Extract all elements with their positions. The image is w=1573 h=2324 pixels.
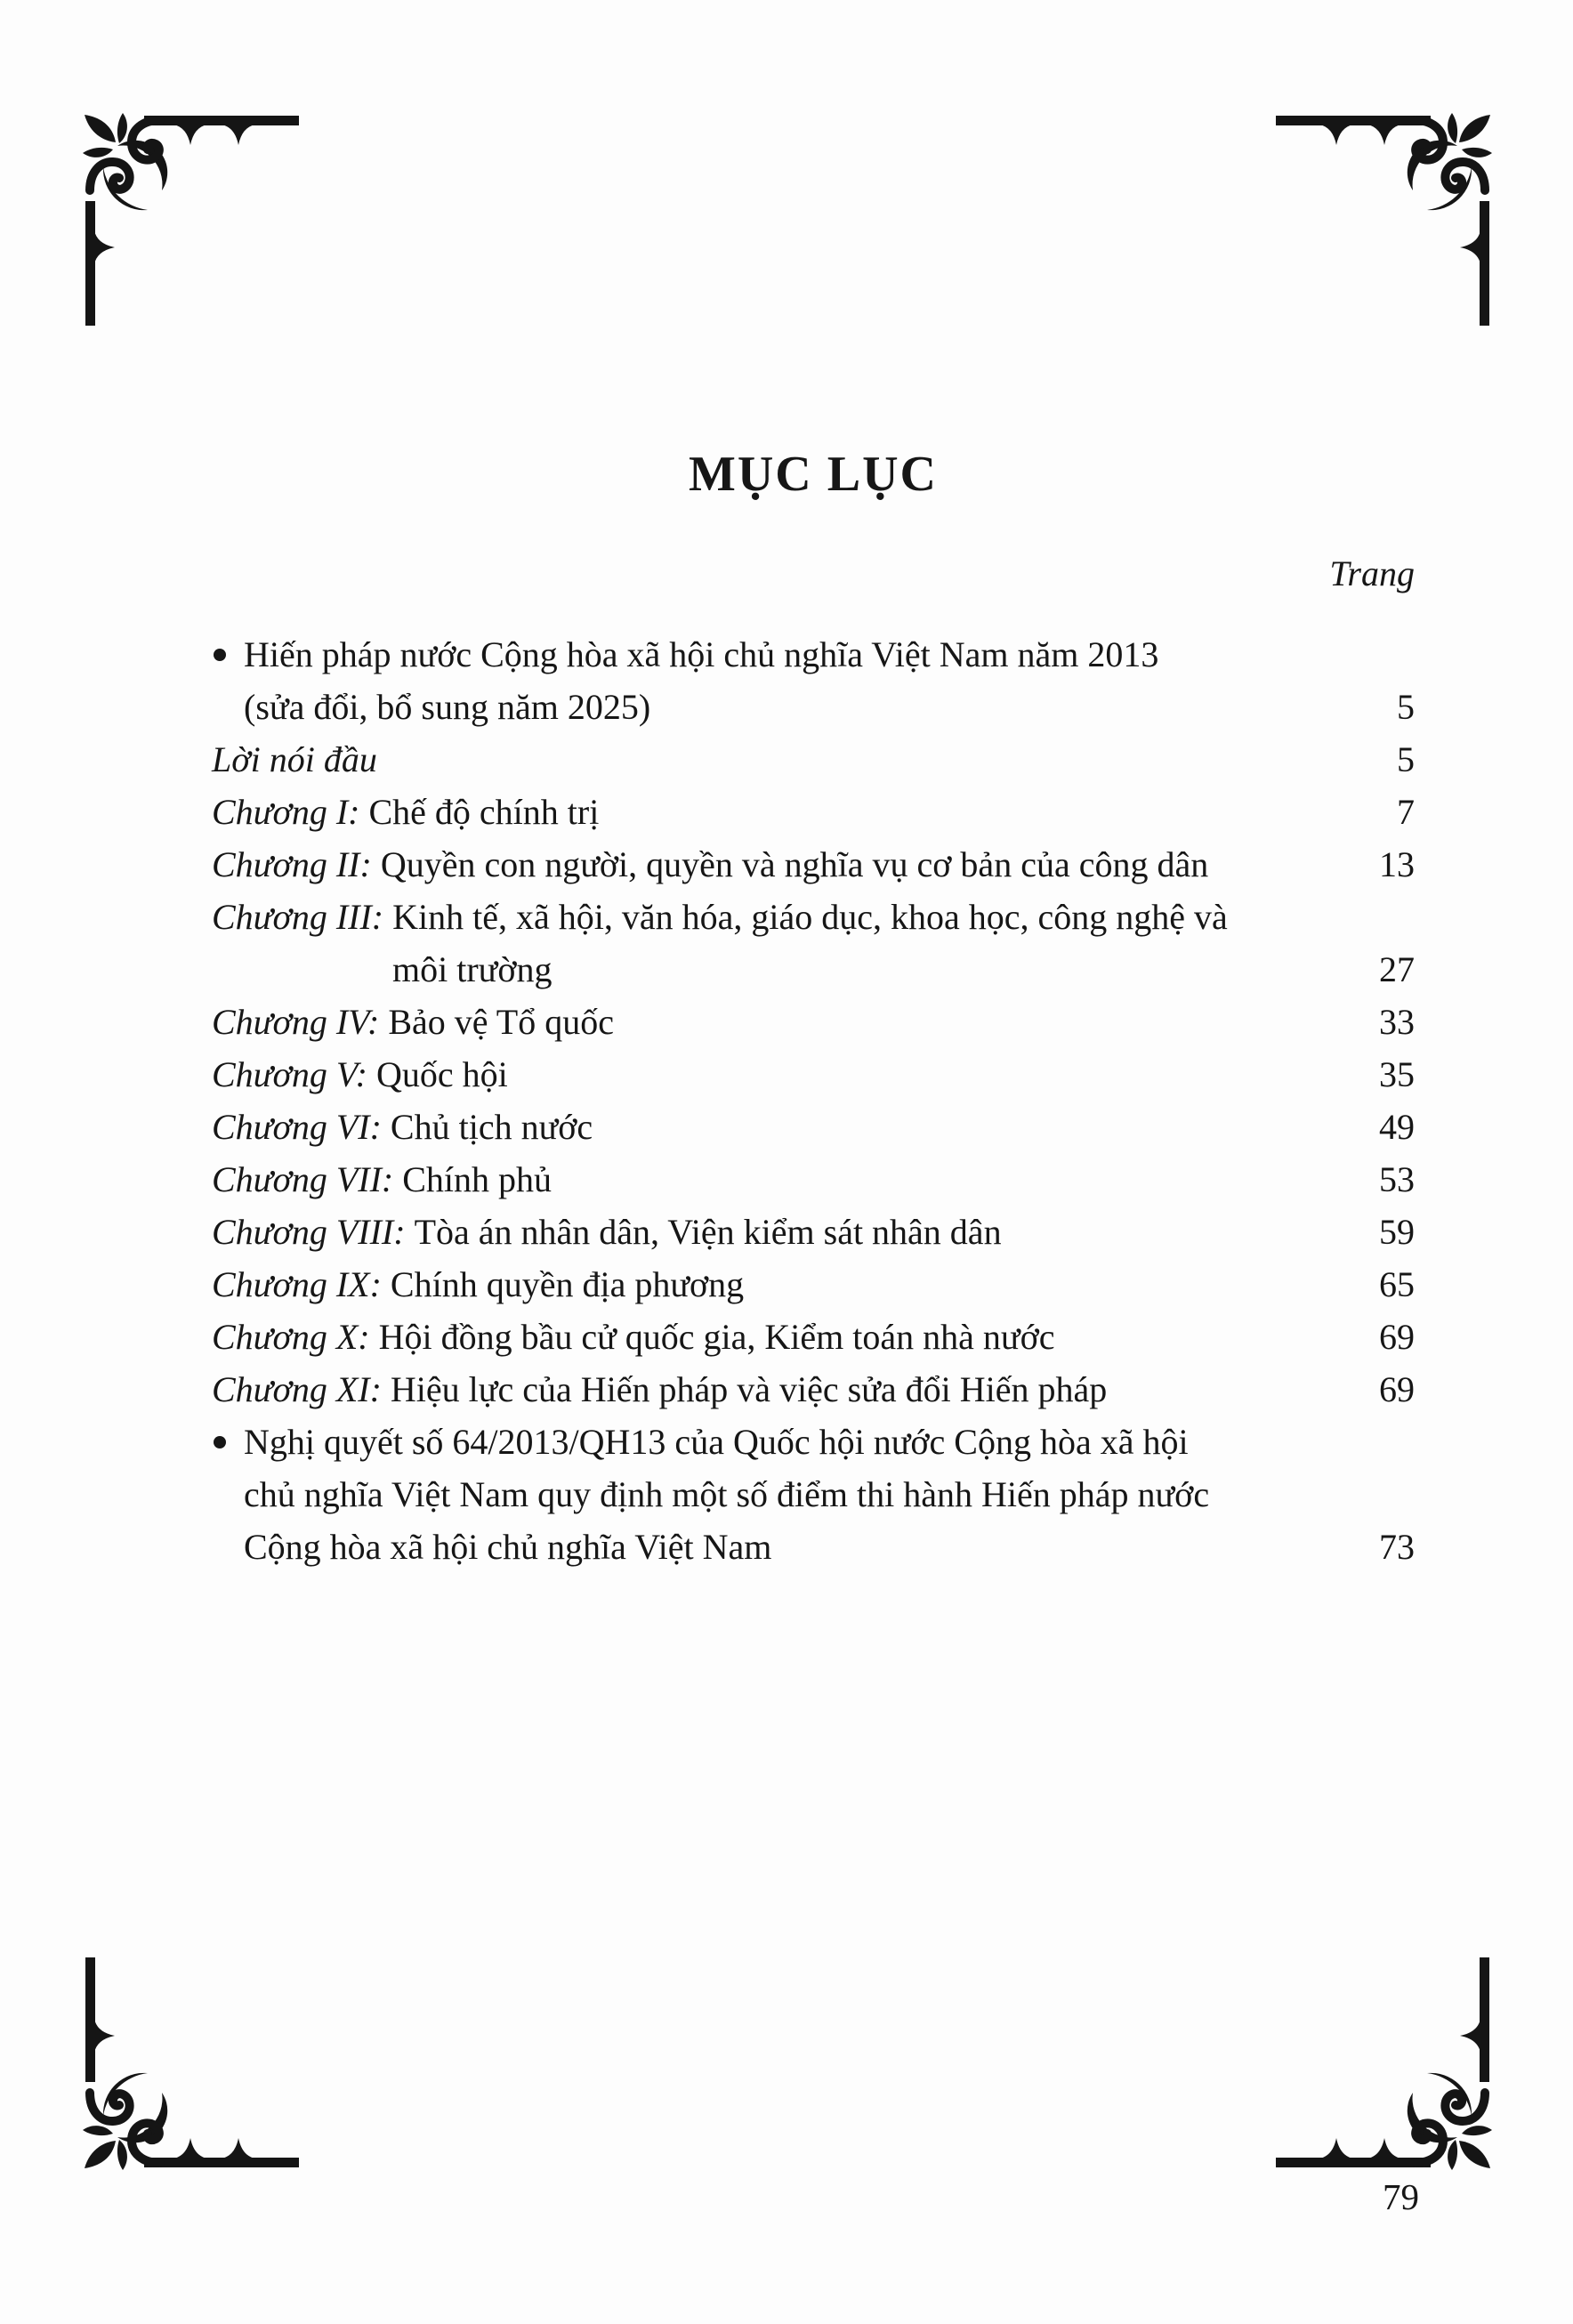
toc-chapter-label: Chương X: [212, 1317, 370, 1357]
toc-marker [212, 1416, 244, 1468]
footer-page-number: 79 [1383, 2176, 1419, 2217]
toc-page-number: 13 [1379, 844, 1415, 884]
toc-entry-text: Chính phủ [402, 1159, 553, 1199]
toc-entry-text: Chế độ chính trị [368, 792, 600, 832]
toc-entry-text: Kinh tế, xã hội, văn hóa, giáo dục, khoa học, công nghệ và [392, 897, 1228, 937]
toc-row [212, 1101, 1415, 1153]
toc-entry-text: Chủ tịch nước [390, 1107, 593, 1147]
toc-page-number [1335, 1416, 1415, 1468]
corner-flourish-top-left-icon [82, 112, 299, 326]
corner-flourish-top-right-icon [1276, 112, 1493, 326]
corner-flourish-bottom-left-icon [82, 1957, 299, 2171]
toc-row [212, 838, 1415, 891]
toc-row [212, 1521, 1415, 1573]
toc-marker [212, 943, 392, 996]
toc-entry-text: Nghị quyết số 64/2013/QH13 của Quốc hội nước Cộng hòa xã hội [244, 1422, 1189, 1462]
toc-chapter-label: Chương IX: [212, 1264, 382, 1304]
toc-row [212, 996, 1415, 1048]
toc-page-number: 49 [1379, 1107, 1415, 1147]
toc-chapter-label: Chương VII: [212, 1159, 394, 1199]
toc-row [212, 1153, 1415, 1206]
toc-entry-text: Hội đồng bầu cử quốc gia, Kiểm toán nhà nước [378, 1317, 1055, 1357]
toc-entry-text: Tòa án nhân dân, Viện kiểm sát nhân dân [414, 1212, 1002, 1252]
toc-page-number: 69 [1379, 1369, 1415, 1409]
toc [212, 547, 1415, 1573]
toc-chapter-label: Chương III: [212, 897, 384, 937]
toc-marker [212, 1521, 244, 1573]
toc-row [212, 943, 1415, 996]
toc-page-number: 7 [1397, 792, 1415, 832]
toc-page-number: 59 [1379, 1212, 1415, 1252]
toc-chapter-label: Chương IV: [212, 1002, 380, 1042]
toc-list [212, 628, 1415, 1573]
toc-entry-text: Hiến pháp nước Cộng hòa xã hội chủ nghĩa Việt Nam năm 2013 [244, 634, 1159, 674]
bullet-dot-icon [214, 649, 226, 661]
toc-page-number [1335, 1468, 1415, 1521]
toc-chapter-label: Chương V: [212, 1054, 367, 1094]
toc-row [212, 1048, 1415, 1101]
toc-entry-text: môi trường [392, 949, 553, 989]
toc-marker [212, 1468, 244, 1521]
toc-page-number: 53 [1379, 1159, 1415, 1199]
toc-chapter-label: Chương XI: [212, 1369, 382, 1409]
toc-chapter-label: Chương I: [212, 792, 360, 832]
toc-chapter-label: Chương VI: [212, 1107, 382, 1147]
toc-row [212, 891, 1415, 943]
toc-entry-text: Quyền con người, quyền và nghĩa vụ cơ bản của công dân [380, 844, 1209, 884]
toc-row [212, 1363, 1415, 1416]
toc-chapter-label: Chương II: [212, 844, 372, 884]
page-title: MỤC LỤC [689, 447, 938, 502]
toc-page-number: 27 [1379, 949, 1415, 989]
toc-entry-text: Hiệu lực của Hiến pháp và việc sửa đổi Hiến pháp [390, 1369, 1108, 1409]
toc-entry-text: Quốc hội [376, 1054, 508, 1094]
toc-chapter-label: Chương VIII: [212, 1212, 406, 1252]
toc-marker [212, 681, 244, 733]
toc-page-number [1335, 628, 1415, 681]
page-column-header: Trang [1329, 553, 1415, 593]
toc-entry-text: (sửa đổi, bổ sung năm 2025) [244, 687, 651, 727]
toc-row [212, 1206, 1415, 1258]
toc-entry-text: Cộng hòa xã hội chủ nghĩa Việt Nam [244, 1527, 772, 1567]
toc-row [212, 733, 1415, 786]
toc-entry-text: Chính quyền địa phương [390, 1264, 745, 1304]
toc-page-number: 65 [1379, 1264, 1415, 1304]
toc-row [212, 681, 1415, 733]
toc-page-number: 33 [1379, 1002, 1415, 1042]
toc-page-number: 69 [1379, 1317, 1415, 1357]
toc-row [212, 1311, 1415, 1363]
toc-row [212, 628, 1415, 681]
bullet-dot-icon [214, 1436, 226, 1448]
corner-flourish-bottom-right-icon [1276, 1957, 1493, 2171]
toc-page-number: 5 [1397, 739, 1415, 779]
toc-row [212, 786, 1415, 838]
toc-entry-text: chủ nghĩa Việt Nam quy định một số điểm thi hành Hiến pháp nước [244, 1474, 1210, 1514]
toc-marker [212, 628, 244, 681]
toc-row [212, 1416, 1415, 1468]
toc-row [212, 1258, 1415, 1311]
toc-entry-text: Lời nói đầu [212, 739, 377, 779]
toc-page-number: 35 [1379, 1054, 1415, 1094]
toc-page-number: 5 [1397, 687, 1415, 727]
toc-entry-text: Bảo vệ Tổ quốc [388, 1002, 614, 1042]
toc-page-number [1335, 891, 1415, 943]
toc-row [212, 1468, 1415, 1521]
toc-page-number: 73 [1379, 1527, 1415, 1567]
